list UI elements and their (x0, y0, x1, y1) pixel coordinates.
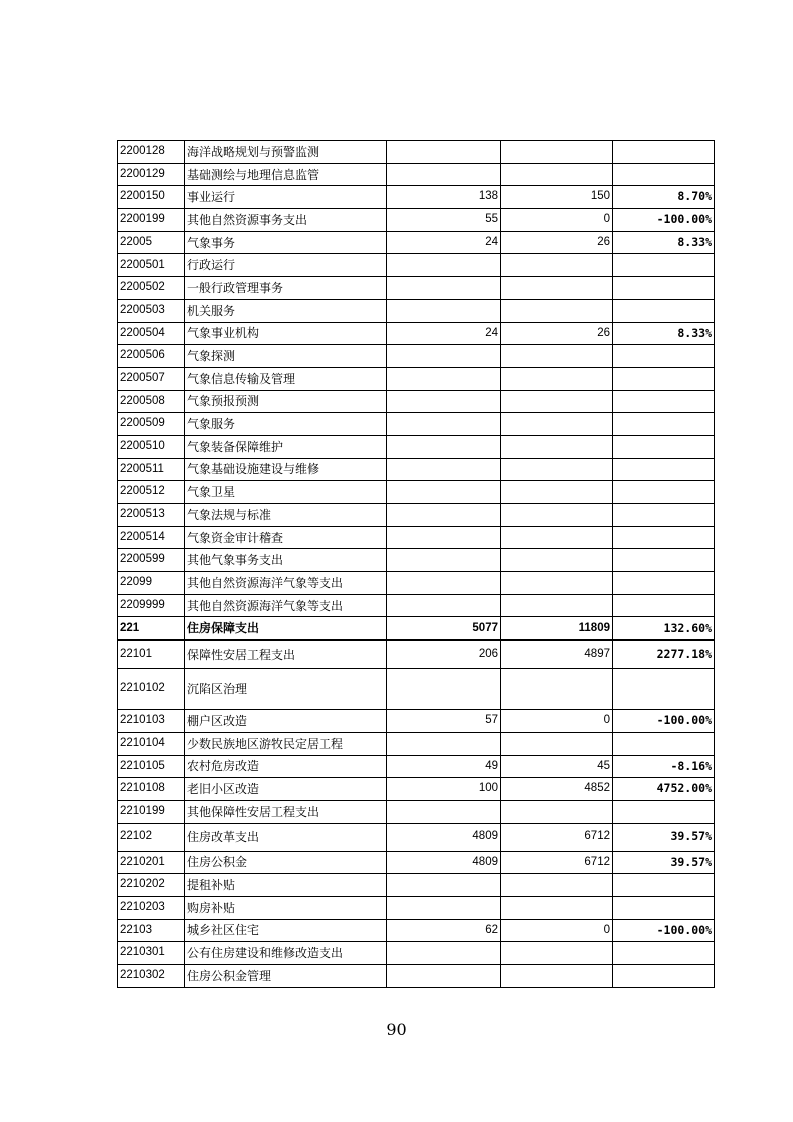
row-value-curr (501, 549, 613, 572)
row-value-curr (501, 669, 613, 710)
row-name: 气象装备保障维护 (185, 435, 387, 458)
row-value-prev (387, 800, 501, 823)
row-change-pct: 8.33% (613, 231, 715, 254)
table-row (118, 800, 715, 823)
row-value-prev: 24 (387, 322, 501, 345)
table-row (118, 942, 715, 965)
row-value-prev (387, 299, 501, 322)
row-value-prev (387, 345, 501, 368)
row-change-pct (613, 874, 715, 897)
table-row (118, 919, 715, 942)
row-value-prev: 4809 (387, 851, 501, 874)
row-code: 2200509 (118, 413, 185, 436)
row-code: 22103 (118, 919, 185, 942)
table-row (118, 322, 715, 345)
row-value-prev: 100 (387, 778, 501, 801)
row-value-curr (501, 277, 613, 300)
row-value-curr (501, 163, 613, 186)
row-code: 2200507 (118, 367, 185, 390)
row-code: 2200502 (118, 277, 185, 300)
row-name: 住房公积金管理 (185, 965, 387, 988)
row-name: 气象事业机构 (185, 322, 387, 345)
row-value-prev (387, 458, 501, 481)
row-change-pct (613, 526, 715, 549)
row-value-curr (501, 413, 613, 436)
row-code: 2200510 (118, 435, 185, 458)
row-value-curr: 6712 (501, 823, 613, 851)
row-value-curr: 26 (501, 231, 613, 254)
row-change-pct: 4752.00% (613, 778, 715, 801)
row-name: 住房公积金 (185, 851, 387, 874)
row-name: 气象预报预测 (185, 390, 387, 413)
row-change-pct (613, 549, 715, 572)
row-change-pct (613, 896, 715, 919)
row-code: 2200150 (118, 186, 185, 209)
row-change-pct: 2277.18% (613, 640, 715, 669)
row-value-curr (501, 800, 613, 823)
row-name: 机关服务 (185, 299, 387, 322)
row-change-pct (613, 299, 715, 322)
row-value-curr: 4897 (501, 640, 613, 669)
row-code: 2200506 (118, 345, 185, 368)
row-name: 一般行政管理事务 (185, 277, 387, 300)
table-row (118, 390, 715, 413)
row-change-pct: 8.33% (613, 322, 715, 345)
row-code: 2200128 (118, 141, 185, 164)
row-name: 其他自然资源海洋气象等支出 (185, 594, 387, 617)
table-row (118, 481, 715, 504)
row-value-curr: 0 (501, 919, 613, 942)
row-change-pct (613, 254, 715, 277)
table-row (118, 594, 715, 617)
row-change-pct (613, 732, 715, 755)
table-row (118, 413, 715, 436)
table-row (118, 435, 715, 458)
row-code: 2210103 (118, 710, 185, 733)
row-value-curr (501, 896, 613, 919)
row-code: 22005 (118, 231, 185, 254)
row-value-prev: 49 (387, 755, 501, 778)
row-name: 其他保障性安居工程支出 (185, 800, 387, 823)
row-value-curr: 0 (501, 710, 613, 733)
table-row (118, 254, 715, 277)
row-value-prev (387, 163, 501, 186)
row-value-curr: 45 (501, 755, 613, 778)
table-row (118, 617, 715, 640)
row-change-pct (613, 481, 715, 504)
table-row (118, 896, 715, 919)
row-code: 2209999 (118, 594, 185, 617)
row-change-pct (613, 504, 715, 527)
row-change-pct (613, 965, 715, 988)
row-change-pct (613, 669, 715, 710)
row-value-prev: 62 (387, 919, 501, 942)
row-value-curr: 11809 (501, 617, 613, 640)
row-name: 少数民族地区游牧民定居工程 (185, 732, 387, 755)
row-code: 2200599 (118, 549, 185, 572)
row-code: 2210108 (118, 778, 185, 801)
row-value-prev (387, 942, 501, 965)
row-value-prev (387, 435, 501, 458)
row-name: 气象探测 (185, 345, 387, 368)
row-code: 2200512 (118, 481, 185, 504)
table-row (118, 231, 715, 254)
table-row (118, 965, 715, 988)
row-code: 2210301 (118, 942, 185, 965)
row-value-curr (501, 481, 613, 504)
row-value-curr (501, 526, 613, 549)
row-name: 老旧小区改造 (185, 778, 387, 801)
row-code: 2200504 (118, 322, 185, 345)
row-change-pct (613, 277, 715, 300)
table-row (118, 458, 715, 481)
table-row (118, 732, 715, 755)
table-row (118, 345, 715, 368)
row-name: 气象事务 (185, 231, 387, 254)
row-change-pct (613, 390, 715, 413)
row-name: 其他自然资源事务支出 (185, 209, 387, 232)
row-value-curr (501, 572, 613, 595)
row-name: 气象服务 (185, 413, 387, 436)
row-name: 基础测绘与地理信息监管 (185, 163, 387, 186)
row-name: 行政运行 (185, 254, 387, 277)
row-code: 22102 (118, 823, 185, 851)
row-name: 气象信息传输及管理 (185, 367, 387, 390)
row-name: 事业运行 (185, 186, 387, 209)
row-change-pct (613, 367, 715, 390)
row-code: 2200508 (118, 390, 185, 413)
table-row (118, 640, 715, 669)
row-name: 公有住房建设和维修改造支出 (185, 942, 387, 965)
row-value-prev (387, 669, 501, 710)
row-change-pct (613, 435, 715, 458)
row-name: 住房改革支出 (185, 823, 387, 851)
row-value-prev (387, 504, 501, 527)
row-value-curr (501, 390, 613, 413)
row-code: 2210104 (118, 732, 185, 755)
row-value-curr (501, 299, 613, 322)
table-row (118, 778, 715, 801)
table-row (118, 504, 715, 527)
table-row (118, 277, 715, 300)
row-change-pct (613, 594, 715, 617)
row-value-curr (501, 345, 613, 368)
row-value-prev (387, 965, 501, 988)
table-row (118, 823, 715, 851)
row-value-curr (501, 367, 613, 390)
row-name: 保障性安居工程支出 (185, 640, 387, 669)
row-value-curr (501, 435, 613, 458)
table-row (118, 186, 715, 209)
row-value-prev (387, 549, 501, 572)
row-code: 2200503 (118, 299, 185, 322)
row-name: 气象卫星 (185, 481, 387, 504)
row-value-prev (387, 874, 501, 897)
row-name: 购房补贴 (185, 896, 387, 919)
row-change-pct: 39.57% (613, 851, 715, 874)
row-change-pct: 132.60% (613, 617, 715, 640)
row-change-pct (613, 942, 715, 965)
table-row (118, 572, 715, 595)
row-change-pct (613, 572, 715, 595)
row-value-curr (501, 942, 613, 965)
row-code: 2210203 (118, 896, 185, 919)
row-change-pct (613, 458, 715, 481)
row-change-pct (613, 413, 715, 436)
row-value-prev (387, 572, 501, 595)
row-code: 2200514 (118, 526, 185, 549)
table-row (118, 367, 715, 390)
table-row (118, 669, 715, 710)
row-value-prev (387, 254, 501, 277)
row-change-pct: -100.00% (613, 710, 715, 733)
row-name: 海洋战略规划与预警监测 (185, 141, 387, 164)
row-value-prev (387, 367, 501, 390)
row-name: 其他自然资源海洋气象等支出 (185, 572, 387, 595)
row-code: 2210102 (118, 669, 185, 710)
row-change-pct (613, 163, 715, 186)
row-name: 住房保障支出 (185, 617, 387, 640)
row-value-prev: 5077 (387, 617, 501, 640)
row-value-curr (501, 594, 613, 617)
row-name: 提租补贴 (185, 874, 387, 897)
table-row (118, 874, 715, 897)
row-code: 2200199 (118, 209, 185, 232)
row-value-prev (387, 277, 501, 300)
row-value-curr (501, 504, 613, 527)
row-value-curr: 150 (501, 186, 613, 209)
table-row (118, 851, 715, 874)
row-value-curr (501, 732, 613, 755)
row-value-prev: 57 (387, 710, 501, 733)
table-row (118, 299, 715, 322)
row-value-curr (501, 254, 613, 277)
row-value-curr (501, 965, 613, 988)
row-name: 棚户区改造 (185, 710, 387, 733)
budget-table (117, 140, 715, 988)
row-code: 2200511 (118, 458, 185, 481)
row-value-curr: 6712 (501, 851, 613, 874)
table-row (118, 141, 715, 164)
row-code: 221 (118, 617, 185, 640)
page-number: 90 (386, 1020, 407, 1039)
row-name: 气象法规与标准 (185, 504, 387, 527)
row-name: 气象资金审计稽查 (185, 526, 387, 549)
row-value-prev (387, 594, 501, 617)
table-row (118, 710, 715, 733)
row-value-prev: 206 (387, 640, 501, 669)
row-name: 城乡社区住宅 (185, 919, 387, 942)
row-value-curr (501, 141, 613, 164)
table-row (118, 209, 715, 232)
row-value-prev (387, 390, 501, 413)
row-name: 沉陷区治理 (185, 669, 387, 710)
row-value-curr: 4852 (501, 778, 613, 801)
row-code: 2200513 (118, 504, 185, 527)
row-value-curr: 26 (501, 322, 613, 345)
row-value-prev (387, 141, 501, 164)
row-change-pct: -8.16% (613, 755, 715, 778)
row-change-pct: -100.00% (613, 209, 715, 232)
row-code: 2210199 (118, 800, 185, 823)
row-value-prev (387, 526, 501, 549)
row-change-pct: -100.00% (613, 919, 715, 942)
row-value-prev (387, 481, 501, 504)
row-code: 22099 (118, 572, 185, 595)
row-change-pct (613, 345, 715, 368)
row-value-curr (501, 874, 613, 897)
row-name: 农村危房改造 (185, 755, 387, 778)
row-value-prev: 24 (387, 231, 501, 254)
row-change-pct (613, 141, 715, 164)
row-value-prev: 55 (387, 209, 501, 232)
row-value-prev (387, 413, 501, 436)
table-row (118, 163, 715, 186)
row-code: 2200501 (118, 254, 185, 277)
table-row (118, 755, 715, 778)
row-value-curr: 0 (501, 209, 613, 232)
row-value-prev (387, 896, 501, 919)
row-value-prev (387, 732, 501, 755)
row-value-prev: 4809 (387, 823, 501, 851)
row-code: 22101 (118, 640, 185, 669)
row-name: 气象基础设施建设与维修 (185, 458, 387, 481)
row-change-pct: 8.70% (613, 186, 715, 209)
row-change-pct: 39.57% (613, 823, 715, 851)
row-name: 其他气象事务支出 (185, 549, 387, 572)
row-code: 2200129 (118, 163, 185, 186)
row-code: 2210201 (118, 851, 185, 874)
row-code: 2210202 (118, 874, 185, 897)
row-value-prev: 138 (387, 186, 501, 209)
row-change-pct (613, 800, 715, 823)
table-row (118, 549, 715, 572)
row-code: 2210105 (118, 755, 185, 778)
row-value-curr (501, 458, 613, 481)
row-code: 2210302 (118, 965, 185, 988)
table-row (118, 526, 715, 549)
